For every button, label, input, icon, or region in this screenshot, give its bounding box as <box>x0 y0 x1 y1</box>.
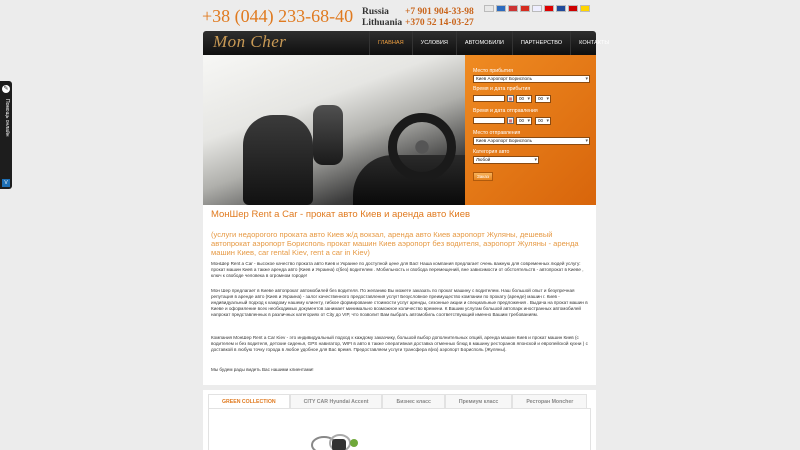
flag-icon[interactable] <box>580 5 590 12</box>
pickup-place-select[interactable]: Киев Аэропорт Борисполь ▾ <box>473 75 590 83</box>
page-subtitle: (услуги недорогого проката авто Киев ж/д вокзал, аренда авто Киев аэропорт Жуляны, дешевый автопрокат аэропорт Борисполь прокат машин Киев аэропорт без водителя, аэропорт Жуляны - аренда машин Киев, car rental Kiev, rent a car in Kiev) <box>211 230 579 257</box>
car-seat-back <box>313 105 343 165</box>
phone-russia: +7 901 904-33-98 <box>405 7 474 17</box>
return-place-label: Место отправления <box>473 130 521 136</box>
nav-item-conditions[interactable]: УСЛОВИЯ <box>412 31 456 55</box>
help-logo-icon: V <box>2 179 10 187</box>
logo[interactable]: Mon Cher <box>213 32 287 51</box>
pickup-hour-select[interactable]: 00 ▾ <box>516 95 532 103</box>
tab-business-class[interactable]: Бизнес класс <box>382 394 444 408</box>
flag-icon[interactable] <box>520 5 530 12</box>
car-interior-image <box>203 55 465 205</box>
calendar-icon[interactable]: ▦ <box>508 118 513 123</box>
category-label: Категория авто <box>473 149 510 155</box>
country-lithuania: Lithuania <box>362 18 403 28</box>
flag-icon[interactable] <box>496 5 506 12</box>
paragraph-intro: МонШер Rent a Car - высокое качество проката авто Киев и Украине по доступной цене для Вас! Наша компания предлагает очень важную для современных людей услугу: прокат машин Киев а также аренда авто (Киев и Украина) с(без) водителем . Мобильность и свобода перемещений, вне зависимости от обстоятельств - автопрокат в Киеве , ключ к свободе человека в огромном городе! <box>211 261 584 278</box>
main-navigation <box>203 31 610 55</box>
tab-content <box>208 408 591 450</box>
order-button[interactable]: Заказ <box>473 172 493 181</box>
tab-premium-class[interactable]: Премиум класс <box>445 394 512 408</box>
paragraph-welcome: Мы будем рады видеть Вас нашими клиентами! <box>211 367 314 372</box>
flag-icon[interactable] <box>508 5 518 12</box>
online-help-label: Помощь онлайн <box>4 99 10 137</box>
paragraph-services: Компания МонШер Rent a Car Kiev - это индивидуальный подход к каждому заказчику, большой выбор дополнительных опций, аренда машин Киев и прокат машин Киев (с водителем и без водителя, детские сиденья, GPS навигатор, WIFI в авто в также оперативная доставка отменных блюд в машину ресторанов японской и европейской кухни ) с доставкой в любую точку города в любое удобное для Вас время. Предоставляем услуги трансфера в(из) аэропорт Борисполь (Жуляны). <box>211 335 588 352</box>
paragraph-about: Мон Шер предлагает в Киеве автопрокат автомобилей без водителя. По желанию Вы можете заказать по прокат машину с водителем. Наш большой опыт и безупречная репутация в аренде авто (Киев и Украина) - залог качественного предоставления услуг! Безусловное преимущество компании по прокату (аренде) машин г. Киев - индивидуальный подход к каждому нашему клиенту, гибкое формирование стоимости услуг аренды, сезонные акции и специальные предложения . Выдача на прокат машин в Киеве и оформление всех необходимых документов занимает минимально возможное количество времени. К Вашим услугам большой автопарк иностранных автомобилей напрокат представленных в различных категориях от City до VIP, что позволит Вам выбрать автомобиль соответствующий именно Вашим требованиям. <box>211 288 588 317</box>
pickup-date-input[interactable] <box>473 95 505 102</box>
car-keys-image <box>304 429 364 450</box>
flag-icon[interactable] <box>556 5 566 12</box>
country-russia: Russia <box>362 7 389 17</box>
nav-item-partnership[interactable]: ПАРТНЕРСТВО <box>512 31 570 55</box>
online-help-widget[interactable] <box>0 81 12 189</box>
car-seat <box>243 115 313 205</box>
nav-item-contacts[interactable]: КОНТАКТЫ <box>570 31 617 55</box>
flag-icon[interactable] <box>484 5 494 12</box>
page-title: МонШер Rent a Car - прокат авто Киев и аренда авто Киев <box>211 209 471 220</box>
nav-menu <box>369 31 617 55</box>
return-date-input[interactable] <box>473 117 505 124</box>
car-category-tabs <box>208 394 587 408</box>
flag-icon[interactable] <box>532 5 542 12</box>
pencil-icon: ✎ <box>3 86 9 92</box>
tab-restaurant[interactable]: Ресторан Moncher <box>512 394 587 408</box>
return-place-select[interactable]: Киев Аэропорт Борисполь ▾ <box>473 137 590 145</box>
main-content <box>203 205 596 385</box>
tab-green-collection[interactable]: GREEN COLLECTION <box>208 394 290 408</box>
hero-banner <box>203 55 596 205</box>
pickup-time-label: Время и дата прибытия <box>473 86 531 92</box>
tab-city-car[interactable]: CITY CAR Hyundai Accent <box>290 394 383 408</box>
foreign-phones <box>405 7 474 29</box>
countries <box>362 7 402 29</box>
nav-item-cars[interactable]: АВТОМОБИЛИ <box>456 31 512 55</box>
category-select[interactable]: Любой ▾ <box>473 156 539 164</box>
flag-icon[interactable] <box>568 5 578 12</box>
language-flags <box>484 5 590 12</box>
steering-wheel <box>388 113 456 181</box>
booking-form <box>465 55 596 205</box>
return-minute-select[interactable]: 00 ▾ <box>535 117 551 125</box>
cars-tabs-box <box>203 390 596 450</box>
pickup-place-label: Место прибытия <box>473 68 513 74</box>
nav-item-home[interactable]: ГЛАВНАЯ <box>369 31 412 55</box>
pickup-minute-select[interactable]: 00 ▾ <box>535 95 551 103</box>
phone-lithuania: +370 52 14-03-27 <box>405 18 474 28</box>
calendar-icon[interactable]: ▦ <box>508 96 513 101</box>
main-phone: +38 (044) 233-68-40 <box>202 6 354 26</box>
flag-icon[interactable] <box>544 5 554 12</box>
return-time-label: Время и дата отправления <box>473 108 538 114</box>
return-hour-select[interactable]: 00 ▾ <box>516 117 532 125</box>
